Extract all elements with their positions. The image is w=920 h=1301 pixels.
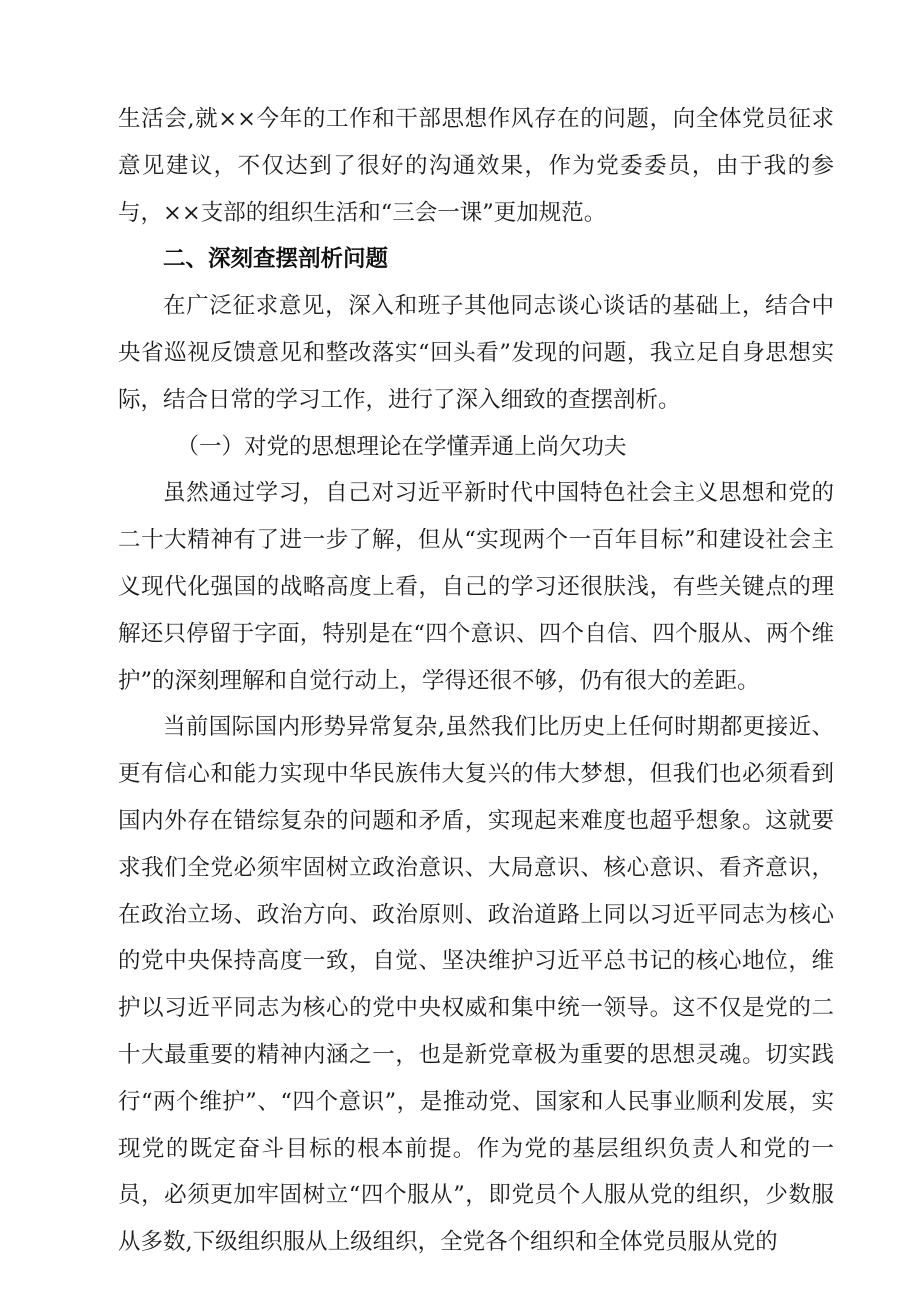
body-paragraph-2: 当前国际国内形势异常复杂,虽然我们比历史上任何时期都更接近、更有信心和能力实现中华民族伟大复兴的伟大梦想，但我们也必须看到国内外存在错综复杂的问题和矛盾，实现起来难度也超乎想象。这就要求我们全党必须牢固树立政治意识、大局意识、核心意识、看齐意识，在政治立场、政治方向、政治原则、政治道路上同以习近平同志为核心的党中央保持高度一致，自觉、坚决维护习近平总书记的核心地位，维护以习近平同志为核心的党中央权威和集中统一领导。这不仅是党的二十大最重要的精神内涵之一，也是新党章极为重要的思想灵魂。切实践行“两个维护”、“四个意识”，是推动党、国家和人民事业顺利发展，实现党的既定奋斗目标的根本前提。作为党的基层组织负责人和党的一员，必须更加牢固树立“四个服从”，即党员个人服从党的组织，少数服从多数,下级组织服从上级组织，全党各个组织和全体党员服从党的 (118, 714, 834, 1256)
body-paragraph-1: 虽然通过学习，自己对习近平新时代中国特色社会主义思想和党的二十大精神有了进一步了解，但从“实现两个一百年目标”和建设社会主义现代化强国的战略高度上看，自己的学习还很肤浅，有些关键点的理解还只停留于字面，特别是在“四个意识、四个自信、四个服从、两个维护”的深刻理解和自觉行动上，学得还很不够，仍有很大的差距。 (118, 480, 834, 694)
intro-paragraph: 生活会,就××今年的工作和干部思想作风存在的问题，向全体党员征求意见建议，不仅达到了很好的沟通效果，作为党委委员，由于我的参与，××支部的组织生活和“三会一课”更加规范。 (118, 106, 834, 226)
subheading-1: （一）对党的思想理论在学懂弄通上尚欠功夫 (176, 433, 627, 460)
document-body (118, 96, 834, 1266)
section-heading: 二、深刻查摆剖析问题 (163, 246, 389, 273)
section-intro-paragraph: 在广泛征求意见，深入和班子其他同志谈心谈话的基础上，结合中央省巡视反馈意见和整改落实“回头看”发现的问题，我立足自身思想实际，结合日常的学习工作，进行了深入细致的查摆剖析。 (118, 293, 834, 413)
